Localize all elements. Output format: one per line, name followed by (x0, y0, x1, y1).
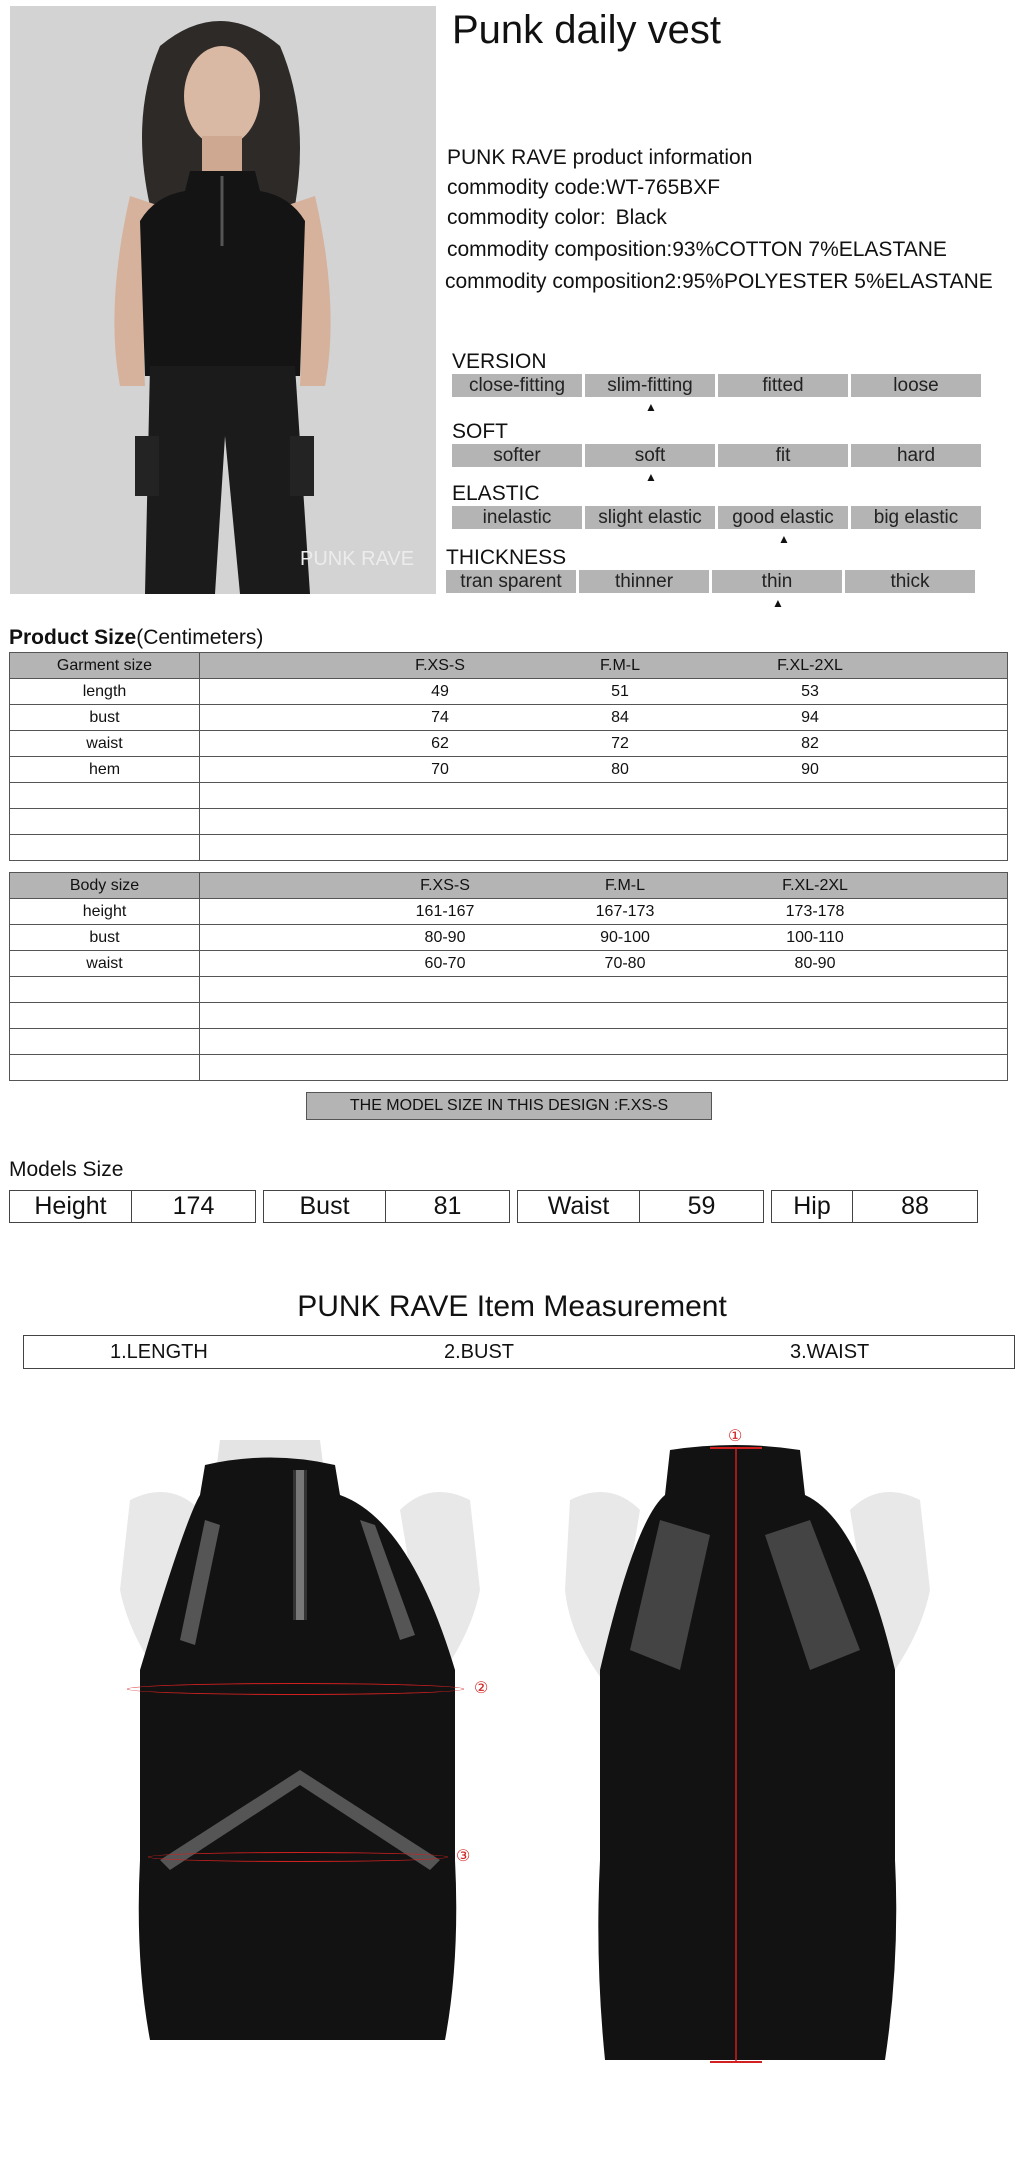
attribute-label: VERSION (452, 350, 547, 373)
vest-back-figure (560, 1428, 940, 2085)
table-cell: 70 (431, 761, 449, 778)
models-size-row (9, 1190, 978, 1223)
column-header: F.XS-S (420, 877, 470, 894)
attribute-scale (452, 444, 984, 484)
waist-marker: ③ (456, 1848, 471, 1865)
table-cell: 90 (801, 761, 819, 778)
table-row-empty (10, 835, 1008, 861)
model-measure (517, 1190, 764, 1223)
table-cell: 60-70 (424, 955, 466, 972)
table-cell: 100-110 (786, 929, 844, 946)
model-value: 88 (901, 1192, 929, 1220)
length-marker: ① (728, 1428, 743, 1445)
attribute-version (452, 350, 984, 414)
table-cell: 53 (801, 683, 819, 700)
table-row-empty (10, 809, 1008, 835)
attribute-label: ELASTIC (452, 482, 540, 505)
scale-option: soft (585, 444, 715, 467)
table-cell: 167-173 (595, 903, 655, 920)
scale-option: thick (845, 570, 975, 593)
column-header: F.XL-2XL (777, 657, 843, 674)
scale-option: inelastic (452, 506, 582, 529)
column-header: F.XL-2XL (782, 877, 848, 894)
row-values (200, 757, 1008, 783)
selected-marker-icon: ▲ (778, 532, 790, 546)
row-values (200, 899, 1008, 925)
table-cell: 74 (431, 709, 449, 726)
table-row (10, 925, 1008, 951)
product-size-title (9, 626, 263, 650)
scale-option: big elastic (851, 506, 981, 529)
row-label: bust (10, 705, 200, 731)
table-row-empty (10, 1055, 1008, 1081)
product-title: Punk daily vest (452, 8, 722, 52)
table-row-empty (10, 783, 1008, 809)
composition2-label: commodity composition2: (445, 270, 682, 293)
table-cell: 80-90 (424, 929, 466, 946)
color-value: Black (615, 206, 667, 229)
column-header: F.XS-S (415, 657, 465, 674)
garment-size-table (9, 652, 1008, 861)
table-cell: 72 (611, 735, 629, 752)
attribute-elastic (452, 482, 984, 546)
row-values (200, 731, 1008, 757)
row-values (200, 951, 1008, 977)
body-size-table (9, 872, 1008, 1081)
scale-option: slight elastic (585, 506, 715, 529)
scale-option: fit (718, 444, 848, 467)
commodity-code (447, 176, 720, 200)
scale-option: slim-fitting (585, 374, 715, 397)
column-header: F.M-L (605, 877, 645, 894)
vest-front-figure (110, 1440, 510, 2085)
attribute-soft (452, 420, 984, 484)
code-label: commodity code: (447, 176, 606, 199)
row-values (200, 925, 1008, 951)
table-cell: 173-178 (785, 903, 845, 920)
model-size-note: THE MODEL SIZE IN THIS DESIGN :F.XS-S (306, 1092, 712, 1120)
table-cell: 62 (431, 735, 449, 752)
table-cell: 84 (611, 709, 629, 726)
row-label: waist (10, 951, 200, 977)
row-label: bust (10, 925, 200, 951)
bust-marker: ② (474, 1680, 489, 1697)
model-value: 174 (172, 1192, 215, 1220)
attribute-scale (452, 374, 984, 414)
table-row-empty (10, 977, 1008, 1003)
selected-marker-icon: ▲ (645, 470, 657, 484)
color-label: commodity color: (447, 206, 606, 229)
table-cell: 161-167 (415, 903, 475, 920)
commodity-color (447, 206, 667, 230)
composition-value: 93%COTTON 7%ELASTANE (672, 238, 947, 261)
scale-option: hard (851, 444, 981, 467)
table-row-empty (10, 1029, 1008, 1055)
measurement-item: 2.BUST (444, 1341, 515, 1363)
table-row (10, 731, 1008, 757)
table-cell: 82 (801, 735, 819, 752)
product-size-title-bold: Product Size (9, 626, 137, 649)
model-key: Bust (264, 1191, 386, 1222)
measurement-title: PUNK RAVE Item Measurement (297, 1290, 727, 1323)
model-key: Height (10, 1191, 132, 1222)
row-label: length (10, 679, 200, 705)
measurement-item: 1.LENGTH (110, 1341, 208, 1363)
attribute-scale (452, 506, 984, 546)
selected-marker-icon: ▲ (645, 400, 657, 414)
model-measure (9, 1190, 256, 1223)
table-row (10, 705, 1008, 731)
attribute-label: THICKNESS (446, 546, 567, 569)
scale-option: softer (452, 444, 582, 467)
table-cell: 94 (801, 709, 819, 726)
commodity-composition2 (445, 270, 993, 294)
row-values (200, 705, 1008, 731)
attribute-label: SOFT (452, 420, 508, 443)
table-header-label: Body size (10, 873, 200, 899)
table-header-columns (200, 873, 1008, 899)
table-cell: 49 (431, 683, 449, 700)
model-measure (771, 1190, 978, 1223)
model-measure (263, 1190, 510, 1223)
row-label: height (10, 899, 200, 925)
table-cell: 80-90 (794, 955, 836, 972)
models-size-title: Models Size (9, 1158, 124, 1181)
model-key: Hip (772, 1191, 853, 1222)
table-cell: 80 (611, 761, 629, 778)
model-key: Waist (518, 1191, 640, 1222)
vest-back-image (560, 1440, 940, 2080)
model-value: 59 (687, 1192, 716, 1220)
commodity-composition (447, 238, 947, 262)
table-header-columns (200, 653, 1008, 679)
scale-option: close-fitting (452, 374, 582, 397)
composition2-value: 95%POLYESTER 5%ELASTANE (681, 270, 993, 293)
code-value: WT-765BXF (605, 176, 721, 199)
scale-option: thinner (579, 570, 709, 593)
watermark: PUNK RAVE (300, 548, 415, 570)
product-size-unit: (Centimeters) (136, 626, 264, 649)
measurement-legend (23, 1335, 1015, 1369)
scale-option: loose (851, 374, 981, 397)
info-heading: PUNK RAVE product information (447, 146, 753, 169)
table-row-empty (10, 1003, 1008, 1029)
measurement-item: 3.WAIST (790, 1341, 870, 1363)
table-row (10, 951, 1008, 977)
column-header: F.M-L (600, 657, 640, 674)
selected-marker-icon: ▲ (772, 596, 784, 610)
attribute-thickness (446, 546, 978, 610)
scale-option: thin (712, 570, 842, 593)
attribute-scale (446, 570, 978, 610)
vest-front-image (110, 1440, 510, 2080)
row-label: hem (10, 757, 200, 783)
table-row (10, 757, 1008, 783)
composition-label: commodity composition: (447, 238, 673, 261)
table-header-row (10, 873, 1008, 899)
table-header-label: Garment size (10, 653, 200, 679)
table-header-row (10, 653, 1008, 679)
model-value: 81 (433, 1192, 462, 1220)
table-row (10, 679, 1008, 705)
table-cell: 90-100 (600, 929, 650, 946)
scale-option: good elastic (718, 506, 848, 529)
row-label: waist (10, 731, 200, 757)
model-figure-image (10, 6, 436, 594)
waist-measure-line (148, 1852, 448, 1862)
table-row (10, 899, 1008, 925)
scale-option: fitted (718, 374, 848, 397)
bust-measure-line (127, 1683, 464, 1695)
table-cell: 70-80 (604, 955, 646, 972)
model-photo (10, 6, 436, 594)
row-values (200, 679, 1008, 705)
scale-option: tran sparent (446, 570, 576, 593)
table-cell: 51 (611, 683, 629, 700)
